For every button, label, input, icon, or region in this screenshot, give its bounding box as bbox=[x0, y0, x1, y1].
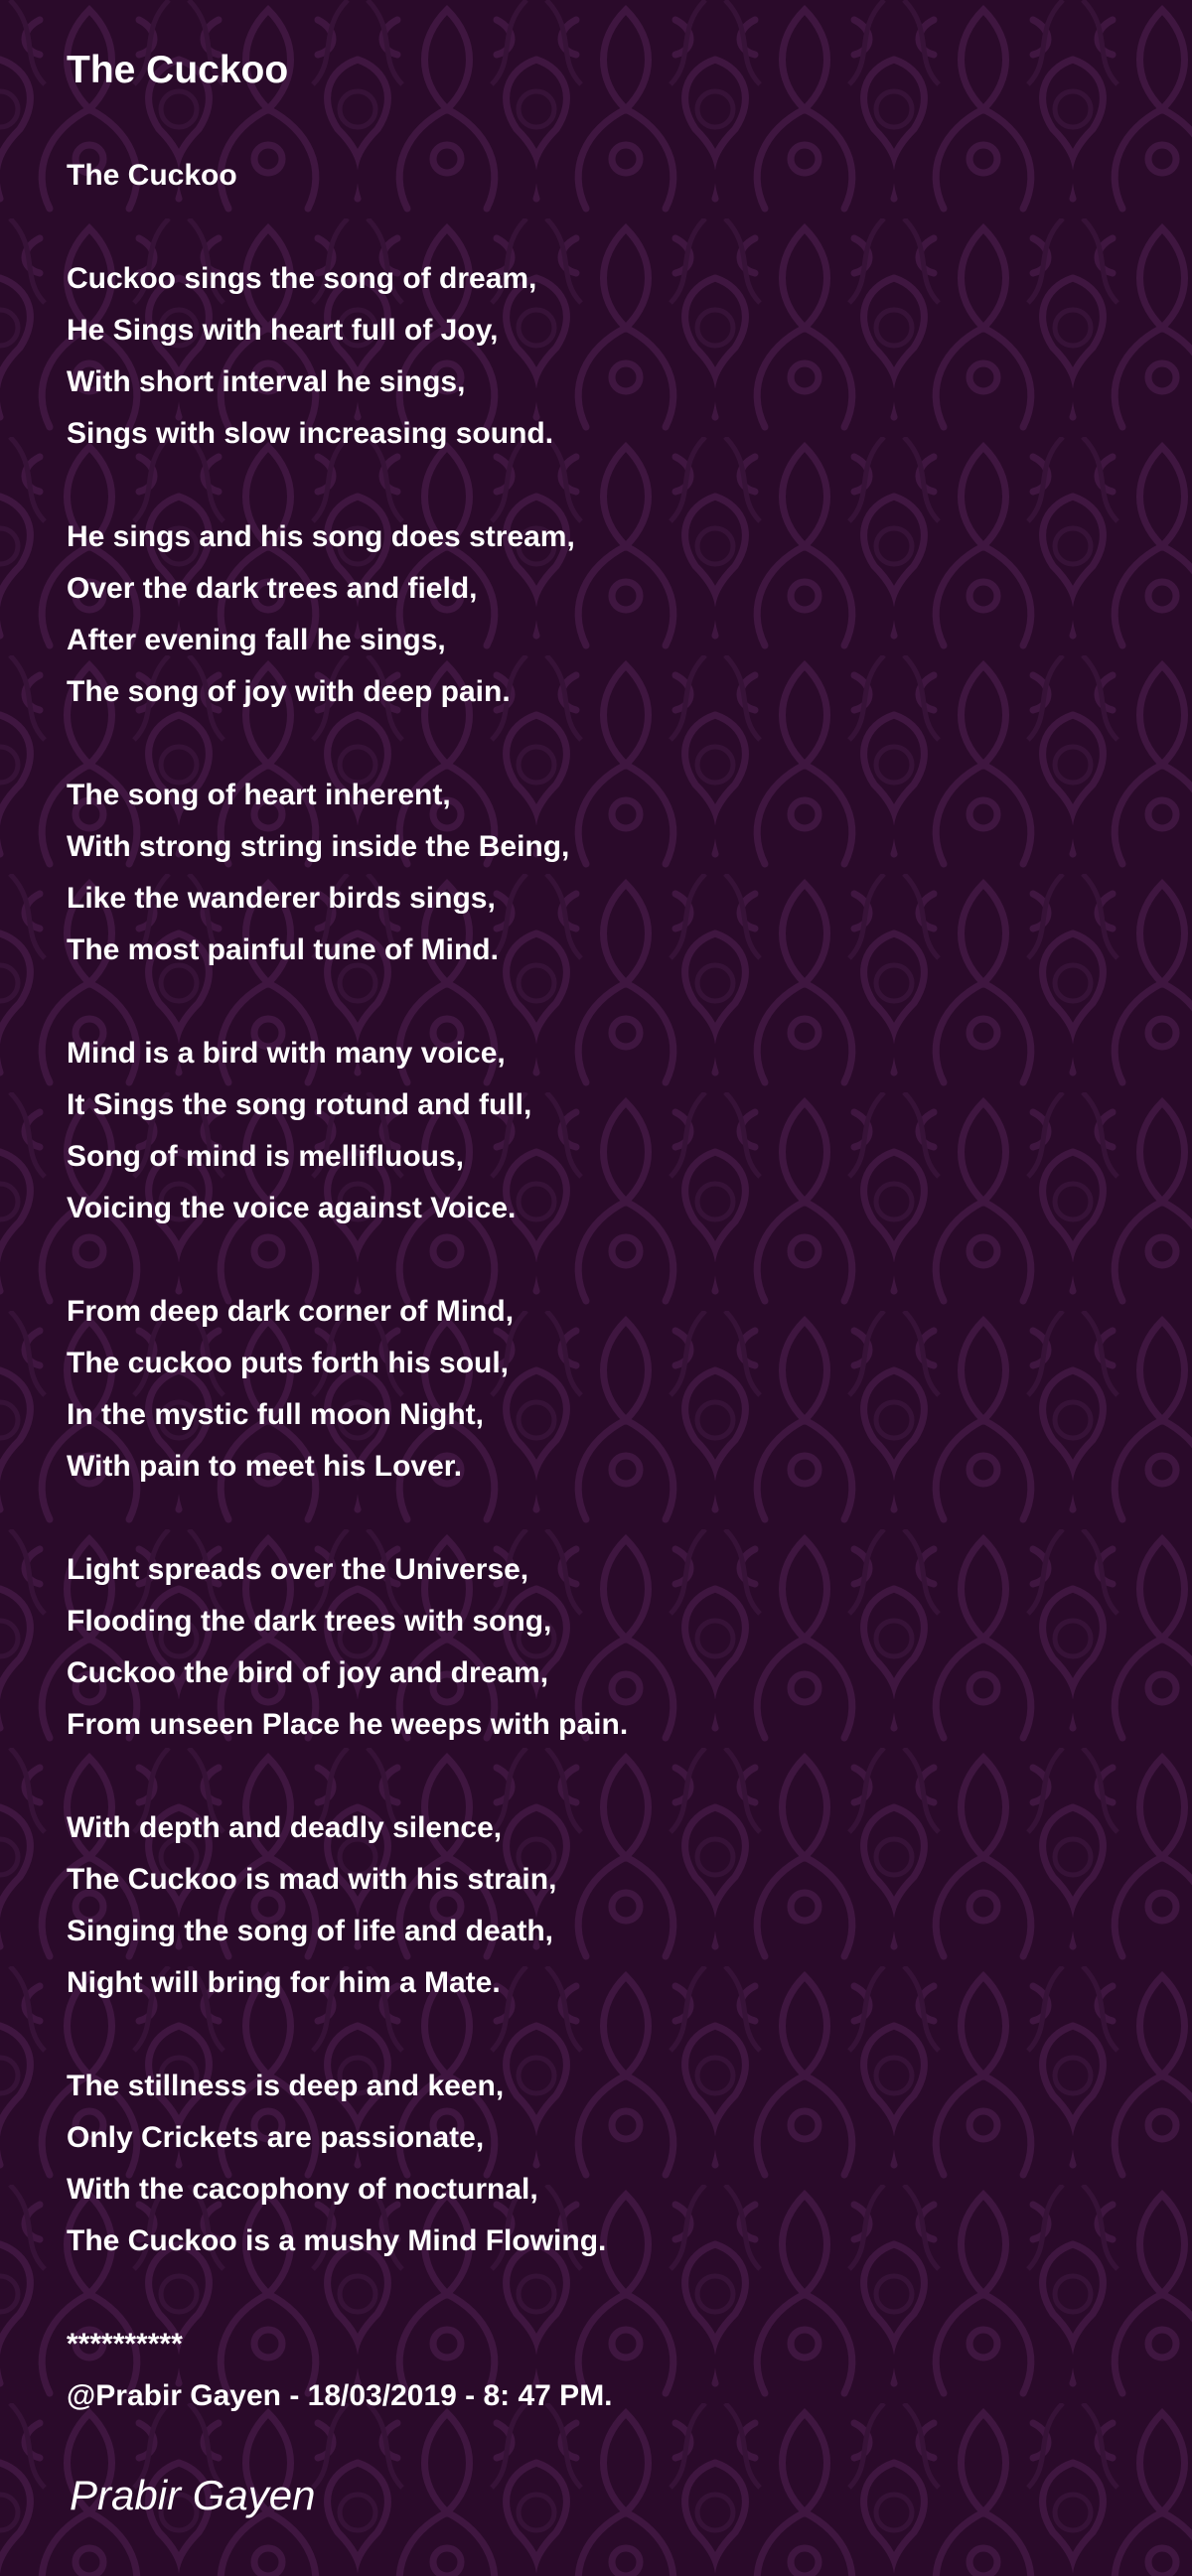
poem-line: Cuckoo the bird of joy and dream, bbox=[67, 1656, 549, 1689]
poem-line: Night will bring for him a Mate. bbox=[67, 1966, 501, 1999]
poem-line: In the mystic full moon Night, bbox=[67, 1398, 484, 1431]
poem-line: After evening fall he sings, bbox=[67, 624, 446, 656]
poem-line: The song of joy with deep pain. bbox=[67, 675, 511, 708]
poem-line: Sings with slow increasing sound. bbox=[67, 417, 554, 450]
stanza-gap bbox=[67, 2009, 628, 2061]
stanza-gap bbox=[67, 460, 628, 511]
poem-line: Over the dark trees and field, bbox=[67, 572, 478, 605]
poem-line: With strong string inside the Being, bbox=[67, 830, 570, 863]
stanza-gap bbox=[67, 2267, 628, 2319]
poem-line: Only Crickets are passionate, bbox=[67, 2121, 485, 2154]
poem-line: Like the wanderer birds sings, bbox=[67, 882, 496, 915]
poem-body bbox=[67, 150, 628, 2422]
poem-line: The Cuckoo is a mushy Mind Flowing. bbox=[67, 2224, 607, 2257]
poem-line: With the cacophony of nocturnal, bbox=[67, 2173, 538, 2206]
poem-line: Voicing the voice against Voice. bbox=[67, 1192, 517, 1224]
poem-line: The stillness is deep and keen, bbox=[67, 2070, 505, 2102]
poem-line: From deep dark corner of Mind, bbox=[67, 1295, 515, 1328]
stanza-gap bbox=[67, 1751, 628, 1802]
poem-line: The cuckoo puts forth his soul, bbox=[67, 1347, 510, 1379]
page-title: The Cuckoo bbox=[67, 49, 289, 91]
poem-line: Flooding the dark trees with song, bbox=[67, 1605, 552, 1638]
poem-line: With depth and deadly silence, bbox=[67, 1811, 503, 1844]
stanza-gap bbox=[67, 202, 628, 253]
stanza-gap bbox=[67, 718, 628, 770]
stanza-gap bbox=[67, 976, 628, 1028]
stanza-gap bbox=[67, 1234, 628, 1286]
poem-line: Singing the song of life and death, bbox=[67, 1915, 553, 1947]
author-signature: Prabir Gayen bbox=[70, 2472, 316, 2518]
poem-line: He Sings with heart full of Joy, bbox=[67, 314, 499, 347]
poem-line: ********** bbox=[67, 2328, 183, 2361]
stanza-gap bbox=[67, 1493, 628, 1544]
poem-line: Song of mind is mellifluous, bbox=[67, 1140, 465, 1173]
poem-line: With pain to meet his Lover. bbox=[67, 1450, 463, 1483]
poem-line: It Sings the song rotund and full, bbox=[67, 1088, 532, 1121]
poem-line: He sings and his song does stream, bbox=[67, 520, 575, 553]
poem-line: The most painful tune of Mind. bbox=[67, 933, 499, 966]
poem-line: The song of heart inherent, bbox=[67, 779, 451, 811]
poem-line: @Prabir Gayen - 18/03/2019 - 8: 47 PM. bbox=[67, 2379, 613, 2412]
poem-line: Light spreads over the Universe, bbox=[67, 1553, 529, 1586]
poem-line: Cuckoo sings the song of dream, bbox=[67, 262, 537, 295]
poem-line: With short interval he sings, bbox=[67, 365, 466, 398]
poem-line: The Cuckoo is mad with his strain, bbox=[67, 1863, 557, 1896]
poem-line: From unseen Place he weeps with pain. bbox=[67, 1708, 629, 1741]
poem-line: The Cuckoo bbox=[67, 159, 237, 192]
poem-line: Mind is a bird with many voice, bbox=[67, 1037, 506, 1070]
